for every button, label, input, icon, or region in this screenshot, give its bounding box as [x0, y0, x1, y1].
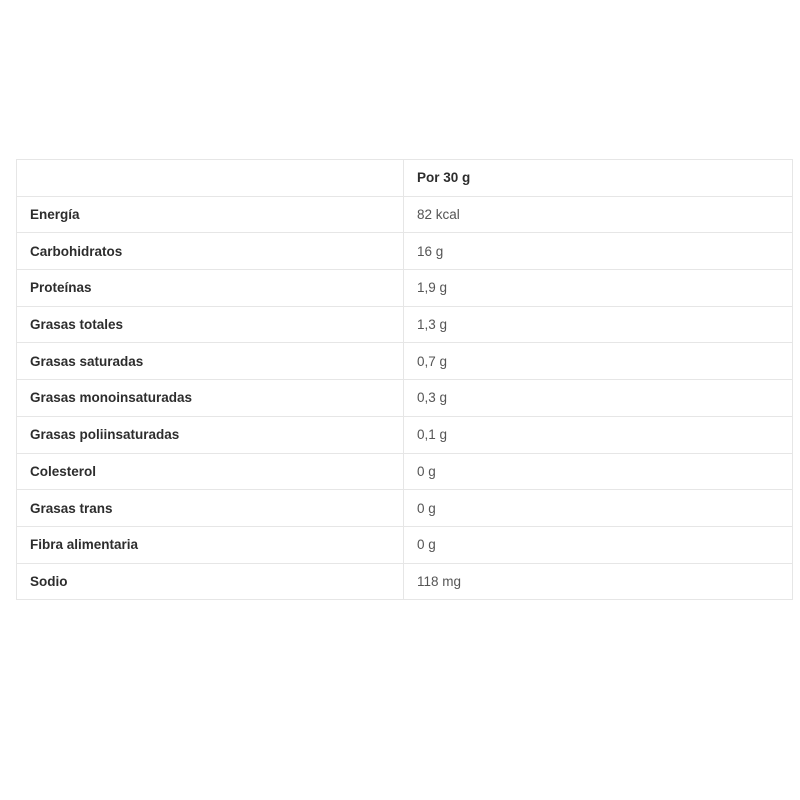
- table-row: [17, 196, 793, 233]
- table-row: [17, 380, 793, 417]
- nutrient-value: 0,7 g: [404, 343, 793, 380]
- table-row: [17, 233, 793, 270]
- nutrient-name: Grasas saturadas: [17, 343, 404, 380]
- nutrient-value: 82 kcal: [404, 196, 793, 233]
- table-row: [17, 453, 793, 490]
- nutrient-name: Grasas totales: [17, 306, 404, 343]
- nutrient-name: Colesterol: [17, 453, 404, 490]
- nutrient-name: Grasas monoinsaturadas: [17, 380, 404, 417]
- nutrient-value: 16 g: [404, 233, 793, 270]
- nutrient-value: 1,3 g: [404, 306, 793, 343]
- nutrient-value: 118 mg: [404, 563, 793, 600]
- nutrient-value: 0 g: [404, 490, 793, 527]
- nutrient-name: Energía: [17, 196, 404, 233]
- nutrition-table: [16, 159, 793, 600]
- table-row: [17, 526, 793, 563]
- nutrient-name: Fibra alimentaria: [17, 526, 404, 563]
- nutrient-value: 0 g: [404, 526, 793, 563]
- header-nutrient: [17, 160, 404, 197]
- table-row: [17, 416, 793, 453]
- nutrient-value: 1,9 g: [404, 270, 793, 307]
- nutrient-value: 0,1 g: [404, 416, 793, 453]
- table-row: [17, 343, 793, 380]
- table-row: [17, 306, 793, 343]
- nutrient-name: Proteínas: [17, 270, 404, 307]
- nutrient-name: Carbohidratos: [17, 233, 404, 270]
- table-row: [17, 490, 793, 527]
- nutrient-value: 0 g: [404, 453, 793, 490]
- nutrient-value: 0,3 g: [404, 380, 793, 417]
- nutrient-name: Grasas poliinsaturadas: [17, 416, 404, 453]
- table-row: [17, 563, 793, 600]
- nutrient-name: Grasas trans: [17, 490, 404, 527]
- table-row: [17, 270, 793, 307]
- table-header-row: [17, 160, 793, 197]
- nutrient-name: Sodio: [17, 563, 404, 600]
- header-serving: Por 30 g: [404, 160, 793, 197]
